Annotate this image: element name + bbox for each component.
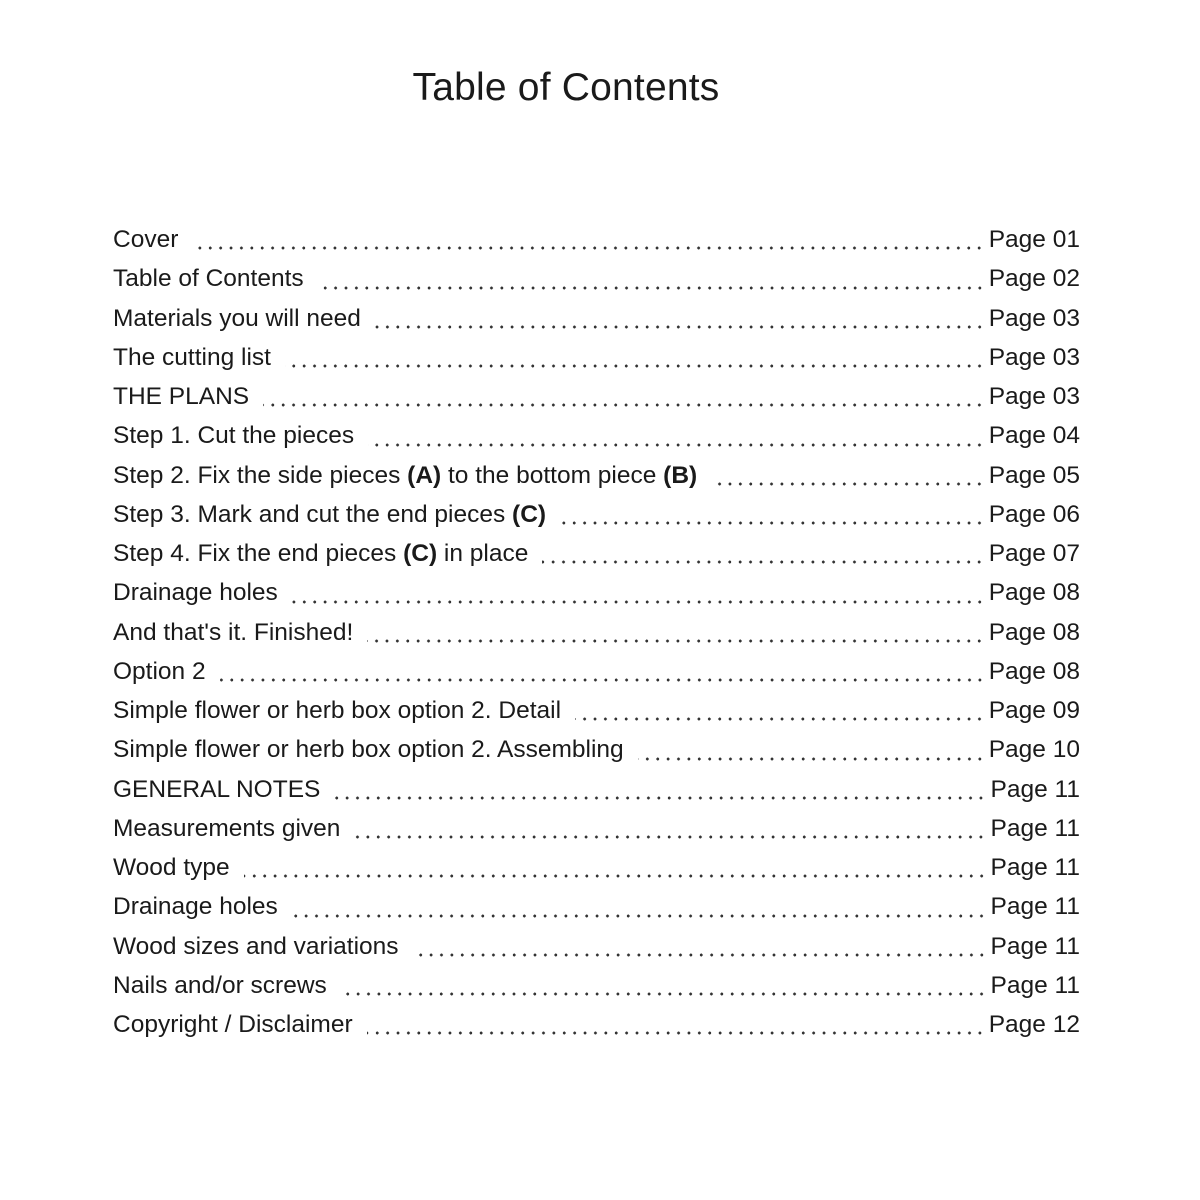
toc-entry-title-part: THE PLANS	[113, 383, 250, 410]
toc-entry-title	[113, 848, 236, 887]
toc-entry-page-number: Page 11	[990, 971, 1080, 999]
toc-entry-title-part: The cutting list	[113, 343, 271, 371]
toc-entry-page-number: Page 07	[988, 540, 1080, 567]
toc-entry[interactable]	[113, 299, 1080, 338]
toc-entry-title-part: Step 2. Fix the side pieces	[113, 461, 408, 489]
toc-entry-page-number: Page 11	[990, 932, 1080, 960]
toc-entry-page-number: Page 01	[988, 226, 1080, 253]
toc-entry-title	[113, 573, 284, 612]
toc-entry-title	[113, 730, 630, 769]
toc-entry-page-number: Page 08	[988, 657, 1080, 685]
toc-entry-title	[113, 770, 326, 809]
toc-entry-title	[113, 887, 284, 926]
dot-leader	[244, 874, 987, 878]
toc-entry-page-number: Page 03	[988, 304, 1080, 332]
toc-entry-title-part: Nails and/or screws	[113, 971, 327, 999]
toc-entry[interactable]	[113, 887, 1080, 926]
toc-entry-page-number: Page 06	[988, 500, 1080, 528]
toc-entry-title-part: Step 4. Fix the end pieces	[113, 540, 404, 567]
toc-entry-title-bold-part: (B)	[663, 461, 698, 489]
toc-entry-title	[113, 416, 360, 455]
toc-entry-title-part: Simple flower or herb box option 2. Assembling	[113, 736, 624, 764]
toc-entry[interactable]	[113, 220, 1080, 259]
toc-entry-title	[113, 456, 703, 495]
dot-leader	[192, 246, 984, 250]
toc-entry-title	[113, 691, 567, 730]
toc-entry-title	[113, 220, 184, 259]
dot-leader	[367, 1031, 985, 1035]
toc-entry-title-part: to the bottom piece	[441, 461, 664, 489]
toc-entry[interactable]	[113, 416, 1080, 455]
toc-entry-title-bold-part: (A)	[407, 461, 442, 489]
toc-entry-title-part: Measurements given	[113, 814, 341, 842]
toc-entry-title-bold-part: (C)	[512, 500, 547, 528]
dot-leader	[560, 521, 985, 525]
toc-entry-title-bold-part: (C)	[403, 540, 438, 567]
toc-entry-title	[113, 809, 346, 848]
toc-entry-title-part: Copyright / Disclaimer	[113, 1011, 353, 1038]
dot-leader	[285, 364, 985, 368]
toc-entry-title	[113, 927, 405, 966]
toc-entry-title	[113, 377, 255, 416]
toc-entry[interactable]	[113, 456, 1080, 495]
toc-entry-title	[113, 966, 333, 1005]
toc-entry-title	[113, 534, 534, 573]
toc-entry-title-part: Cover	[113, 226, 179, 253]
dot-leader	[413, 953, 987, 957]
toc-entry-page-number: Page 04	[988, 422, 1080, 450]
toc-entry-title	[113, 299, 367, 338]
toc-entry-page-number: Page 09	[988, 697, 1080, 724]
dot-leader	[292, 600, 985, 604]
toc-entry-page-number: Page 03	[988, 383, 1080, 410]
page-title: Table of Contents	[412, 66, 720, 109]
toc-entry-title	[113, 495, 552, 534]
toc-entry-page-number: Page 03	[988, 343, 1080, 371]
toc-entry-title-part: Wood sizes and variations	[113, 932, 399, 960]
dot-leader	[334, 796, 986, 800]
toc-entry-title-part: Step 1. Cut the pieces	[113, 422, 355, 450]
toc-entry-page-number: Page 11	[990, 893, 1080, 921]
toc-entry[interactable]	[113, 809, 1080, 848]
toc-entry[interactable]	[113, 652, 1080, 691]
toc-entry-title	[113, 652, 212, 691]
table-of-contents-list	[113, 220, 1080, 1044]
toc-entry-title-part: Simple flower or herb box option 2. Detail	[113, 697, 562, 724]
dot-leader	[638, 757, 985, 761]
toc-entry-title-part: in place	[437, 540, 529, 567]
dot-leader	[318, 286, 985, 290]
toc-entry-title-part: Drainage holes	[113, 579, 278, 607]
toc-entry-title-part: GENERAL NOTES	[113, 775, 321, 803]
dot-leader	[292, 914, 987, 918]
toc-entry[interactable]	[113, 613, 1080, 652]
toc-entry-page-number: Page 10	[988, 736, 1080, 764]
toc-entry-title	[113, 259, 310, 298]
dot-leader	[575, 717, 985, 721]
toc-entry-page-number: Page 08	[988, 579, 1080, 607]
toc-entry-title-part: Option 2	[113, 657, 206, 685]
dot-leader	[354, 835, 986, 839]
toc-entry-title	[113, 338, 277, 377]
toc-entry[interactable]	[113, 730, 1080, 769]
dot-leader	[341, 992, 987, 996]
toc-entry-title-part: And that's it. Finished!	[113, 618, 354, 646]
dot-leader	[711, 482, 985, 486]
toc-entry-title-part: Wood type	[113, 854, 230, 881]
toc-entry-title-part: Table of Contents	[113, 265, 304, 293]
toc-entry-page-number: Page 02	[988, 265, 1080, 293]
dot-leader	[368, 443, 985, 447]
toc-entry[interactable]	[113, 1005, 1080, 1044]
toc-entry[interactable]	[113, 770, 1080, 809]
toc-entry[interactable]	[113, 927, 1080, 966]
toc-entry-page-number: Page 08	[988, 618, 1080, 646]
toc-entry-title-part: Materials you will need	[113, 304, 361, 332]
toc-entry[interactable]	[113, 573, 1080, 612]
toc-entry-title	[113, 613, 359, 652]
toc-entry[interactable]	[113, 534, 1080, 573]
toc-entry[interactable]	[113, 259, 1080, 298]
toc-entry[interactable]	[113, 966, 1080, 1005]
dot-leader	[220, 678, 985, 682]
toc-entry-title-part: Step 3. Mark and cut the end pieces	[113, 500, 513, 528]
dot-leader	[375, 325, 985, 329]
toc-entry-page-number: Page 11	[990, 814, 1080, 842]
toc-entry-title	[113, 1005, 359, 1044]
toc-entry-title-part: Drainage holes	[113, 893, 278, 921]
dot-leader	[263, 403, 985, 407]
toc-entry-page-number: Page 11	[990, 854, 1080, 881]
toc-entry-page-number: Page 11	[990, 775, 1080, 803]
dot-leader	[367, 639, 984, 643]
toc-entry-page-number: Page 05	[988, 461, 1080, 489]
toc-entry[interactable]	[113, 377, 1080, 416]
toc-entry[interactable]	[113, 848, 1080, 887]
toc-entry[interactable]	[113, 338, 1080, 377]
toc-entry-page-number: Page 12	[988, 1011, 1080, 1038]
toc-entry[interactable]	[113, 495, 1080, 534]
dot-leader	[542, 560, 984, 564]
toc-entry[interactable]	[113, 691, 1080, 730]
